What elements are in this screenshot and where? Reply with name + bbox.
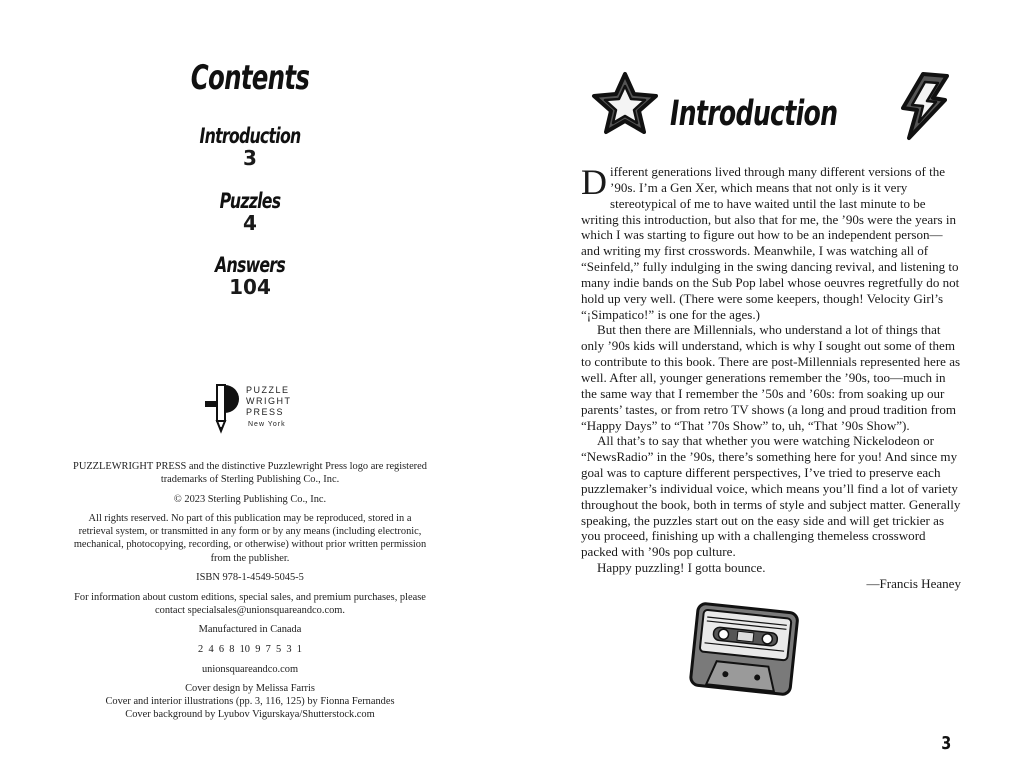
publisher-logo xyxy=(203,383,303,435)
logo-line-1: PUZZLE xyxy=(246,385,290,395)
credit-cover: Cover design by Melissa Farris xyxy=(185,683,315,695)
cassette-tape-icon xyxy=(688,600,800,700)
intro-paragraph-2: But then there are Millennials, who understand a lot of things that only ’90s kids will understand, which is why I sought out some of them to contribute to this book. There are post-Millennials represented here as well. After all, younger generations remember the ’90s, too—much in the same way that I remember the ’50s and ’60s: from soaking up our parents’ tastes, or from retro TV shows (a long and proud tradition from “Happy Days” to “That ’70s Show” to, uh, “That ’90s Show”). xyxy=(581,322,961,433)
copyright-block xyxy=(70,460,430,722)
manufactured-line: Manufactured in Canada xyxy=(198,624,302,636)
printing-line: 2 4 6 8 10 9 7 5 3 1 xyxy=(198,644,302,656)
toc-item-page: 104 xyxy=(229,275,271,299)
credit-background: Cover background by Lyubov Vigurskaya/Shutterstock.com xyxy=(125,709,375,721)
copyright-line: © 2023 Sterling Publishing Co., Inc. xyxy=(173,493,327,505)
intro-paragraph-3: All that’s to say that whether you were watching Nickelodeon or “NewsRadio” in the ’90s, there’s something here for you! And since my goal was to capture different perspectives, I’ve tried to preserve each puzzlemaker’s individual voice, which means you’ll find a lot of variety throughout the book, both in terms of style and subject matter. Generally speaking, the puzzles start out on the easy side and will get trickier as you proceed, finishing up with a challenging themeless crossword packed with ’90s pop culture. xyxy=(581,433,961,560)
toc-item-answers[interactable] xyxy=(0,253,500,299)
toc-item-page: 3 xyxy=(243,146,257,170)
toc-item-label: Puzzles xyxy=(219,189,281,213)
toc-item-puzzles[interactable] xyxy=(0,189,500,235)
toc-item-label: Introduction xyxy=(199,124,301,148)
logo-line-3: PRESS xyxy=(246,407,285,417)
toc-item-introduction[interactable] xyxy=(0,124,500,170)
logo-city: New York xyxy=(248,421,286,428)
signature: —Francis Heaney xyxy=(866,575,961,591)
left-page xyxy=(0,0,500,783)
pencil-logo-icon xyxy=(203,383,243,435)
website-link[interactable]: unionsquareandco.com xyxy=(201,663,299,675)
right-page xyxy=(510,0,1020,783)
introduction-body xyxy=(581,164,961,592)
rights-notice: All rights reserved. No part of this publication may be reproduced, stored in a retrieval system, or transmitted in any form or by any means (including electronic, mechanical, photocopying, recording, or otherwise) without prior written permission from the publisher. xyxy=(73,513,427,564)
contact-notice: For information about custom editions, special sales, and premium purchases, please contact specialsales@unionsquareandco.com. xyxy=(74,591,426,616)
contents-title: Contents xyxy=(190,58,310,98)
lightning-bolt-icon xyxy=(893,70,953,142)
toc-item-page: 4 xyxy=(243,211,257,235)
drop-cap: D xyxy=(581,162,607,202)
toc-item-label: Answers xyxy=(215,253,285,277)
introduction-title: Introduction xyxy=(670,94,838,134)
isbn: ISBN 978-1-4549-5045-5 xyxy=(196,572,304,584)
intro-paragraph-1-text: ifferent generations lived through many different versions of the ’90s. I’m a Gen Xer, which means that not only is it very stereotypical of me to have waited until the last minute to be writing this introduction, but also that for me, the ’90s were the years in which I was starting to figure out how to be an independent person—and writing my first crosswords. Meanwhile, I was watching all of “Seinfeld,” fully indulging in the swing dancing revival, and listening to many indie bands on the Sub Pop label whose oeuvres regretfully do not hold up very well. (There were some keepers, though! Velocity Girl’s “¡Simpatico!” is one for the ages.) xyxy=(581,164,960,322)
credit-illustrations: Cover and interior illustrations (pp. 3, 116, 125) by Fionna Fernandes xyxy=(105,696,395,708)
logo-line-2: WRIGHT xyxy=(246,396,292,406)
trademark-notice: PUZZLEWRIGHT PRESS and the distinctive Puzzlewright Press logo are registered trademarks of Sterling Publishing Co., Inc. xyxy=(73,461,427,486)
page-number: 3 xyxy=(941,733,952,754)
intro-paragraph-1 xyxy=(581,164,961,322)
star-icon xyxy=(588,70,662,136)
intro-paragraph-4: Happy puzzling! I gotta bounce. xyxy=(597,560,766,576)
